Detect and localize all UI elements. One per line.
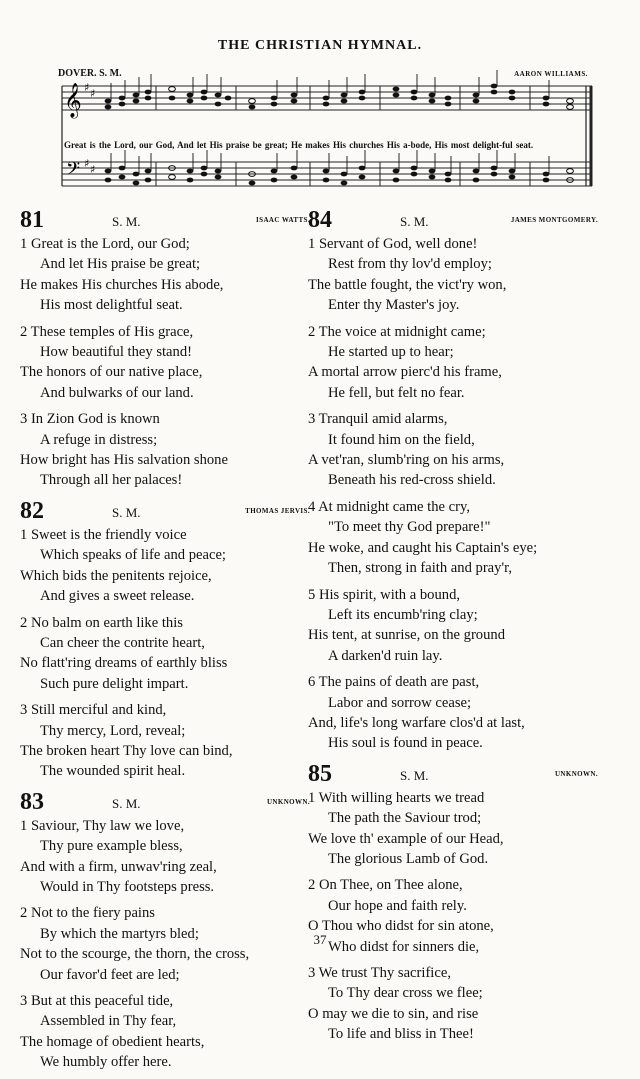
stanza	[20, 525, 310, 607]
hymn-meter: S. M.	[400, 767, 429, 783]
stanza-line: 4 At midnight came the cry,	[308, 498, 470, 515]
stanza-line: Would in Thy footsteps press.	[40, 878, 215, 895]
bass-clef-icon: 𝄢	[66, 159, 81, 184]
stanza-line: 3 We trust Thy sacrifice,	[308, 965, 451, 981]
hymn-meter: S. M.	[112, 795, 141, 811]
stanza-line: By which the martyrs bled;	[40, 925, 199, 942]
stanza-line: A darken'd ruin lay.	[328, 647, 443, 664]
stanza-line: 3 Still merciful and kind,	[20, 702, 167, 719]
page-header: THE CHRISTIAN HYMNAL.	[217, 38, 423, 53]
stanza-line: A vet'ran, slumb'ring on his arms,	[308, 452, 505, 469]
hymn-author: UNKNOWN.	[554, 769, 598, 778]
stanza-line: To Thy dear cross we flee;	[328, 985, 483, 1002]
bass-notes	[105, 166, 574, 186]
stanza-line: To life and bliss in Thee!	[328, 1026, 474, 1043]
stanza-line: 1 Great is the Lord, our God;	[20, 236, 190, 252]
treble-stems	[111, 70, 549, 101]
hymn-author: UNKNOWN.	[266, 797, 310, 806]
stanza-line: Assembled in Thy fear,	[40, 1013, 177, 1030]
stanza-line: 2 Not to the fiery pains	[20, 905, 155, 922]
stanza-line: 5 His spirit, with a bound,	[308, 586, 461, 603]
stanza-line: He woke, and caught his Captain's eye;	[308, 539, 538, 556]
stanza-line: Thy pure example bless,	[40, 838, 183, 855]
stanza-line: 2 No balm on earth like this	[20, 614, 183, 631]
stanza	[20, 991, 310, 1073]
stanza-line: The battle fought, the vict'ry won,	[308, 276, 507, 293]
stanza-line: How bright has His salvation shone	[20, 452, 228, 469]
hymn-meter: S. M.	[112, 214, 141, 229]
stanza-line: His most delightful seat.	[40, 297, 183, 314]
stanza-line: Can cheer the contrite heart,	[40, 634, 205, 651]
stanza-line: The path the Saviour trod;	[328, 810, 482, 827]
stanza-line: "To meet thy God prepare!"	[328, 519, 491, 536]
hymn-author: THOMAS JERVIS.	[245, 506, 310, 515]
stanza	[20, 234, 310, 316]
stanza-line: 1 Saviour, Thy law we love,	[20, 817, 185, 834]
stanza-line: 1 Sweet is the friendly voice	[20, 526, 187, 543]
svg-text:♯: ♯	[84, 81, 90, 94]
hymn-number: 83	[20, 788, 44, 815]
stanza	[20, 409, 310, 491]
stanza-line: Enter thy Master's joy.	[328, 297, 460, 314]
stanza-line: 3 In Zion God is known	[20, 411, 160, 428]
stanza	[308, 234, 598, 316]
stanza-line: 1 With willing hearts we tread	[308, 789, 485, 806]
stanza-line: The homage of obedient hearts,	[20, 1033, 205, 1050]
stanza-line: Thy mercy, Lord, reveal;	[40, 722, 186, 739]
stanza	[20, 613, 310, 695]
stanza	[308, 963, 598, 1045]
hymn-meter: S. M.	[112, 504, 141, 520]
stanza-line: 2 On Thee, on Thee alone,	[308, 877, 463, 894]
stanza-line: A mortal arrow pierc'd his frame,	[308, 364, 502, 381]
stanza-line: A refuge in distress;	[40, 431, 158, 448]
stanza-line: Then, strong in faith and pray'r,	[328, 560, 513, 577]
stanza-line: Labor and sorrow cease;	[328, 694, 472, 711]
stanza-line: He started up to hear;	[328, 344, 454, 361]
hymn-author: JAMES MONTGOMERY.	[510, 216, 598, 224]
hymn-author: ISAAC WATTS.	[256, 216, 310, 224]
treble-clef-icon: 𝄞	[64, 83, 82, 118]
stanza-line: The wounded spirit heal.	[40, 763, 186, 780]
hymn-heading	[308, 760, 598, 788]
stanza-line: His tent, at sunrise, on the ground	[308, 627, 505, 644]
stanza	[308, 788, 598, 870]
hymn-heading	[308, 206, 598, 234]
stanza	[308, 409, 598, 491]
tune-name: DOVER. S. M.	[58, 68, 122, 79]
stanza-line: The honors of our native place,	[20, 364, 203, 381]
stanza-line: Left its encumb'ring clay;	[328, 606, 478, 623]
music-lyrics: Great is the Lord, our God, And let His praise be great; He makes His churches His a-bode, His most delight-ful seat.	[64, 140, 534, 150]
stanza-line: 1 Servant of God, well done!	[308, 236, 478, 252]
hymn-number: 85	[308, 760, 332, 787]
stanza-line: O may we die to sin, and rise	[308, 1005, 479, 1022]
stanza	[308, 585, 598, 667]
stanza-line: And, life's long warfare clos'd at last,	[308, 714, 525, 731]
stanza-line: Our favor'd feet are led;	[40, 966, 180, 983]
stanza	[20, 322, 310, 404]
stanza-line: And let His praise be great;	[40, 256, 201, 273]
hymn-number: 84	[308, 207, 332, 233]
hymn	[20, 497, 310, 782]
stanza-line: His soul is found in peace.	[328, 735, 483, 752]
hymn-number: 82	[20, 497, 44, 524]
stanza	[308, 322, 598, 404]
stanza-line: The broken heart Thy love can bind,	[20, 742, 233, 759]
stanza	[308, 672, 598, 754]
stanza-line: The glorious Lamb of God.	[328, 850, 489, 867]
bass-staff	[62, 162, 592, 186]
music-score	[40, 70, 600, 202]
hymn-heading	[20, 206, 310, 234]
stanza-line: And gives a sweet release.	[40, 588, 195, 605]
stanza-line: We love th' example of our Head,	[308, 830, 504, 847]
stanza-line: Rest from thy lov'd employ;	[328, 256, 492, 273]
stanza-line: And bulwarks of our land.	[40, 384, 194, 401]
hymn	[308, 206, 598, 754]
tune-composer: AARON WILLIAMS.	[514, 70, 588, 78]
page-number: 37	[313, 932, 327, 947]
hymn	[20, 788, 310, 1073]
stanza-line: Through all her palaces!	[40, 472, 183, 489]
svg-text:♯: ♯	[90, 87, 96, 100]
stanza-line: And with a firm, unwav'ring zeal,	[20, 858, 217, 875]
stanza-line: Which speaks of life and peace;	[40, 547, 226, 564]
stanza	[20, 816, 310, 898]
stanza-line: No flatt'ring dreams of earthly bliss	[20, 655, 228, 672]
hymn	[308, 760, 598, 1045]
svg-text:♯: ♯	[90, 163, 96, 176]
treble-notes	[105, 84, 574, 110]
stanza-line: 2 These temples of His grace,	[20, 323, 194, 340]
stanza-line: He makes His churches His abode,	[20, 276, 224, 293]
stanza-line: It found him on the field,	[328, 431, 475, 448]
hymn-heading	[20, 497, 310, 525]
right-column	[308, 206, 598, 1051]
hymn-heading	[20, 788, 310, 816]
hymn-number: 81	[20, 207, 44, 233]
svg-text:♯: ♯	[84, 157, 90, 170]
stanza-line: Not to the scourge, the thorn, the cross,	[20, 946, 250, 963]
stanza-line: O Thou who didst for sin atone,	[308, 918, 494, 935]
stanza	[20, 700, 310, 782]
stanza-line: Beneath his red-cross shield.	[328, 472, 496, 489]
stanza	[308, 497, 598, 579]
stanza-line: 3 Tranquil amid alarms,	[308, 411, 448, 428]
stanza-line: He fell, but felt no fear.	[328, 384, 465, 401]
stanza-line: Our hope and faith rely.	[328, 897, 467, 914]
stanza-line: How beautiful they stand!	[40, 344, 192, 361]
stanza-line: 2 The voice at midnight came;	[308, 323, 486, 340]
stanza-line: 3 But at this peaceful tide,	[20, 993, 174, 1009]
stanza-line: Which bids the penitents rejoice,	[20, 567, 212, 584]
hymn	[20, 206, 310, 491]
stanza-line: Who didst for sinners die,	[328, 938, 480, 955]
stanza-line: Such pure delight impart.	[40, 675, 189, 692]
stanza-line: We humbly offer here.	[40, 1054, 172, 1071]
stanza-line: 6 The pains of death are past,	[308, 674, 480, 691]
hymn-meter: S. M.	[400, 214, 429, 229]
